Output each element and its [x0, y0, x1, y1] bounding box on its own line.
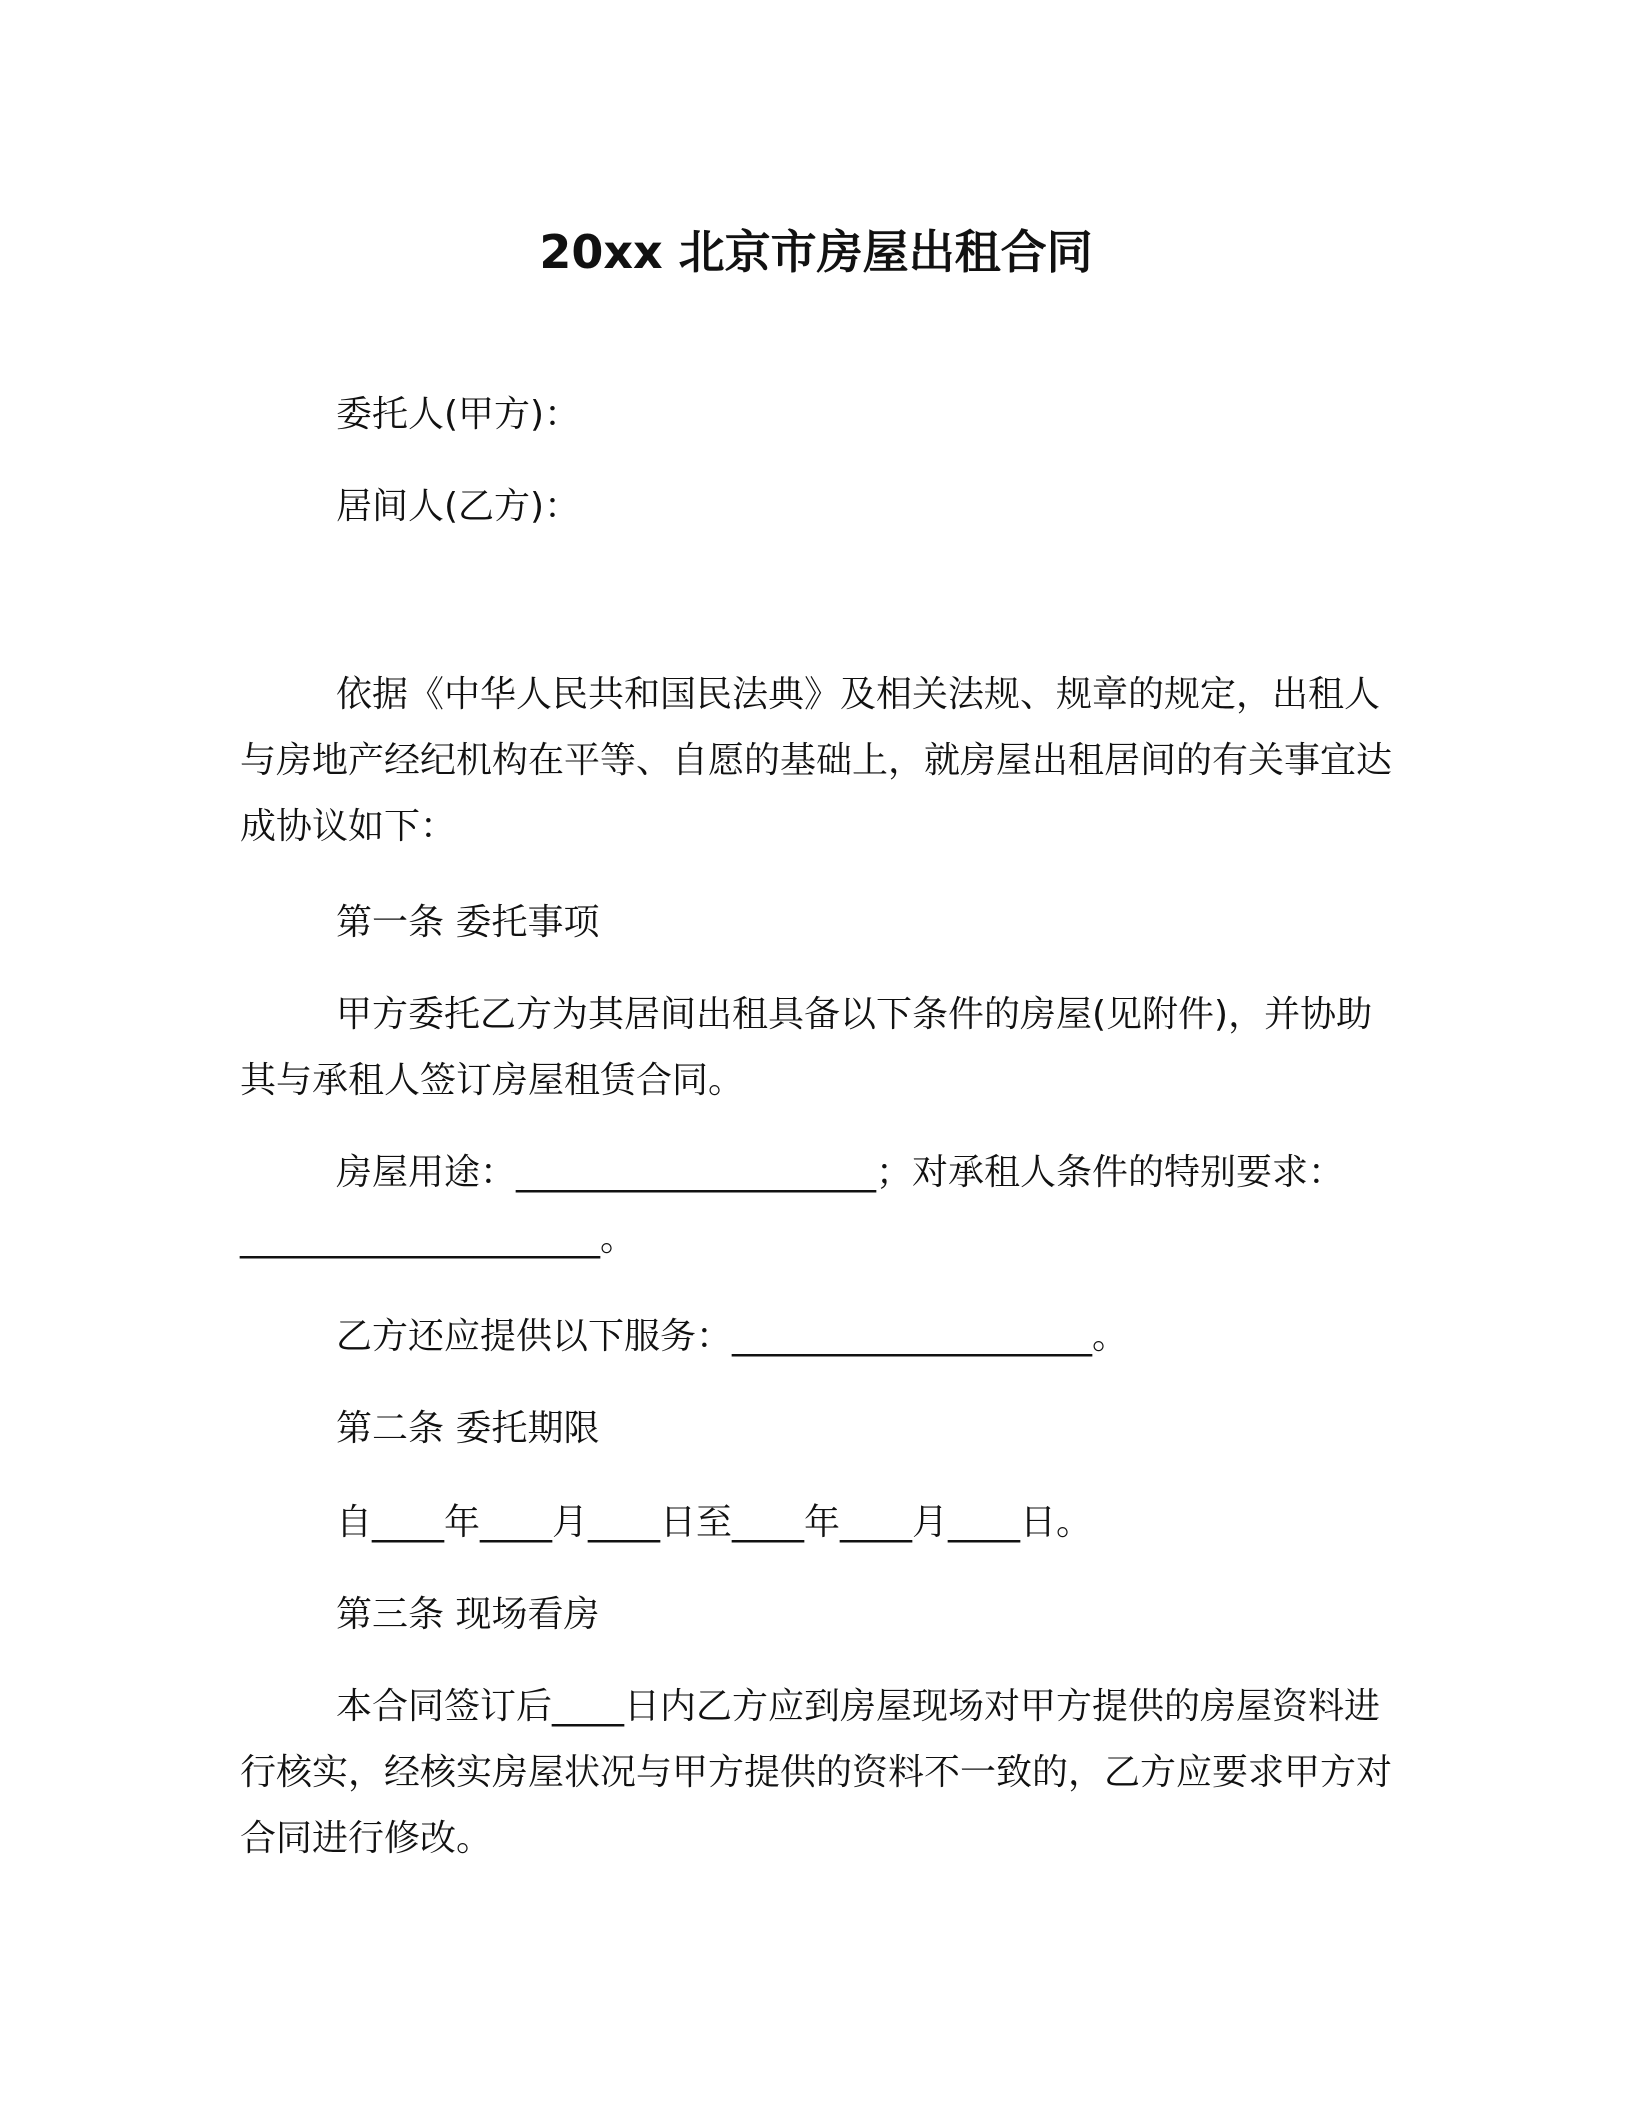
article3-heading: 第三条 现场看房: [336, 1594, 600, 1635]
article1-service-block: [240, 1304, 1400, 1370]
article2-text-block: [240, 1490, 1400, 1556]
article1-paragraph: 甲方委托乙方为其居间出租具备以下条件的房屋(见附件)，并协助其与承租人签订房屋租赁合同。: [240, 994, 1373, 1101]
article2-paragraph: 自____年____月____日至____年____月____日。: [336, 1502, 1093, 1543]
article1-text-block: [240, 982, 1400, 1114]
article1-usage-paragraph: 房屋用途：____________________；对承租人条件的特别要求：____________________。: [240, 1152, 1345, 1259]
article3-paragraph: 本合同签订后____日内乙方应到房屋现场对甲方提供的房屋资料进行核实，经核实房屋状况与甲方提供的资料不一致的，乙方应要求甲方对合同进行修改。: [240, 1686, 1393, 1859]
party-b-line: [240, 474, 1400, 540]
party-a-label: 委托人(甲方)：: [336, 394, 581, 435]
article2-heading-block: [240, 1396, 1400, 1462]
document-title: 20xx 北京市房屋出租合同: [539, 225, 1093, 279]
party-b-label: 居间人(乙方)：: [336, 486, 581, 527]
preamble-block: [240, 662, 1400, 860]
party-a-line: [240, 382, 1400, 448]
article1-service-paragraph: 乙方还应提供以下服务：____________________。: [336, 1316, 1129, 1357]
article1-usage-block: [240, 1140, 1400, 1272]
article2-heading: 第二条 委托期限: [336, 1408, 600, 1449]
article3-heading-block: [240, 1582, 1400, 1648]
preamble-paragraph: 依据《中华人民共和国民法典》及相关法规、规章的规定，出租人与房地产经纪机构在平等、自愿的基础上，就房屋出租居间的有关事宜达成协议如下：: [240, 674, 1393, 847]
article3-text-block: [240, 1674, 1400, 1872]
article1-heading-block: [240, 890, 1400, 956]
article1-heading: 第一条 委托事项: [336, 902, 600, 943]
